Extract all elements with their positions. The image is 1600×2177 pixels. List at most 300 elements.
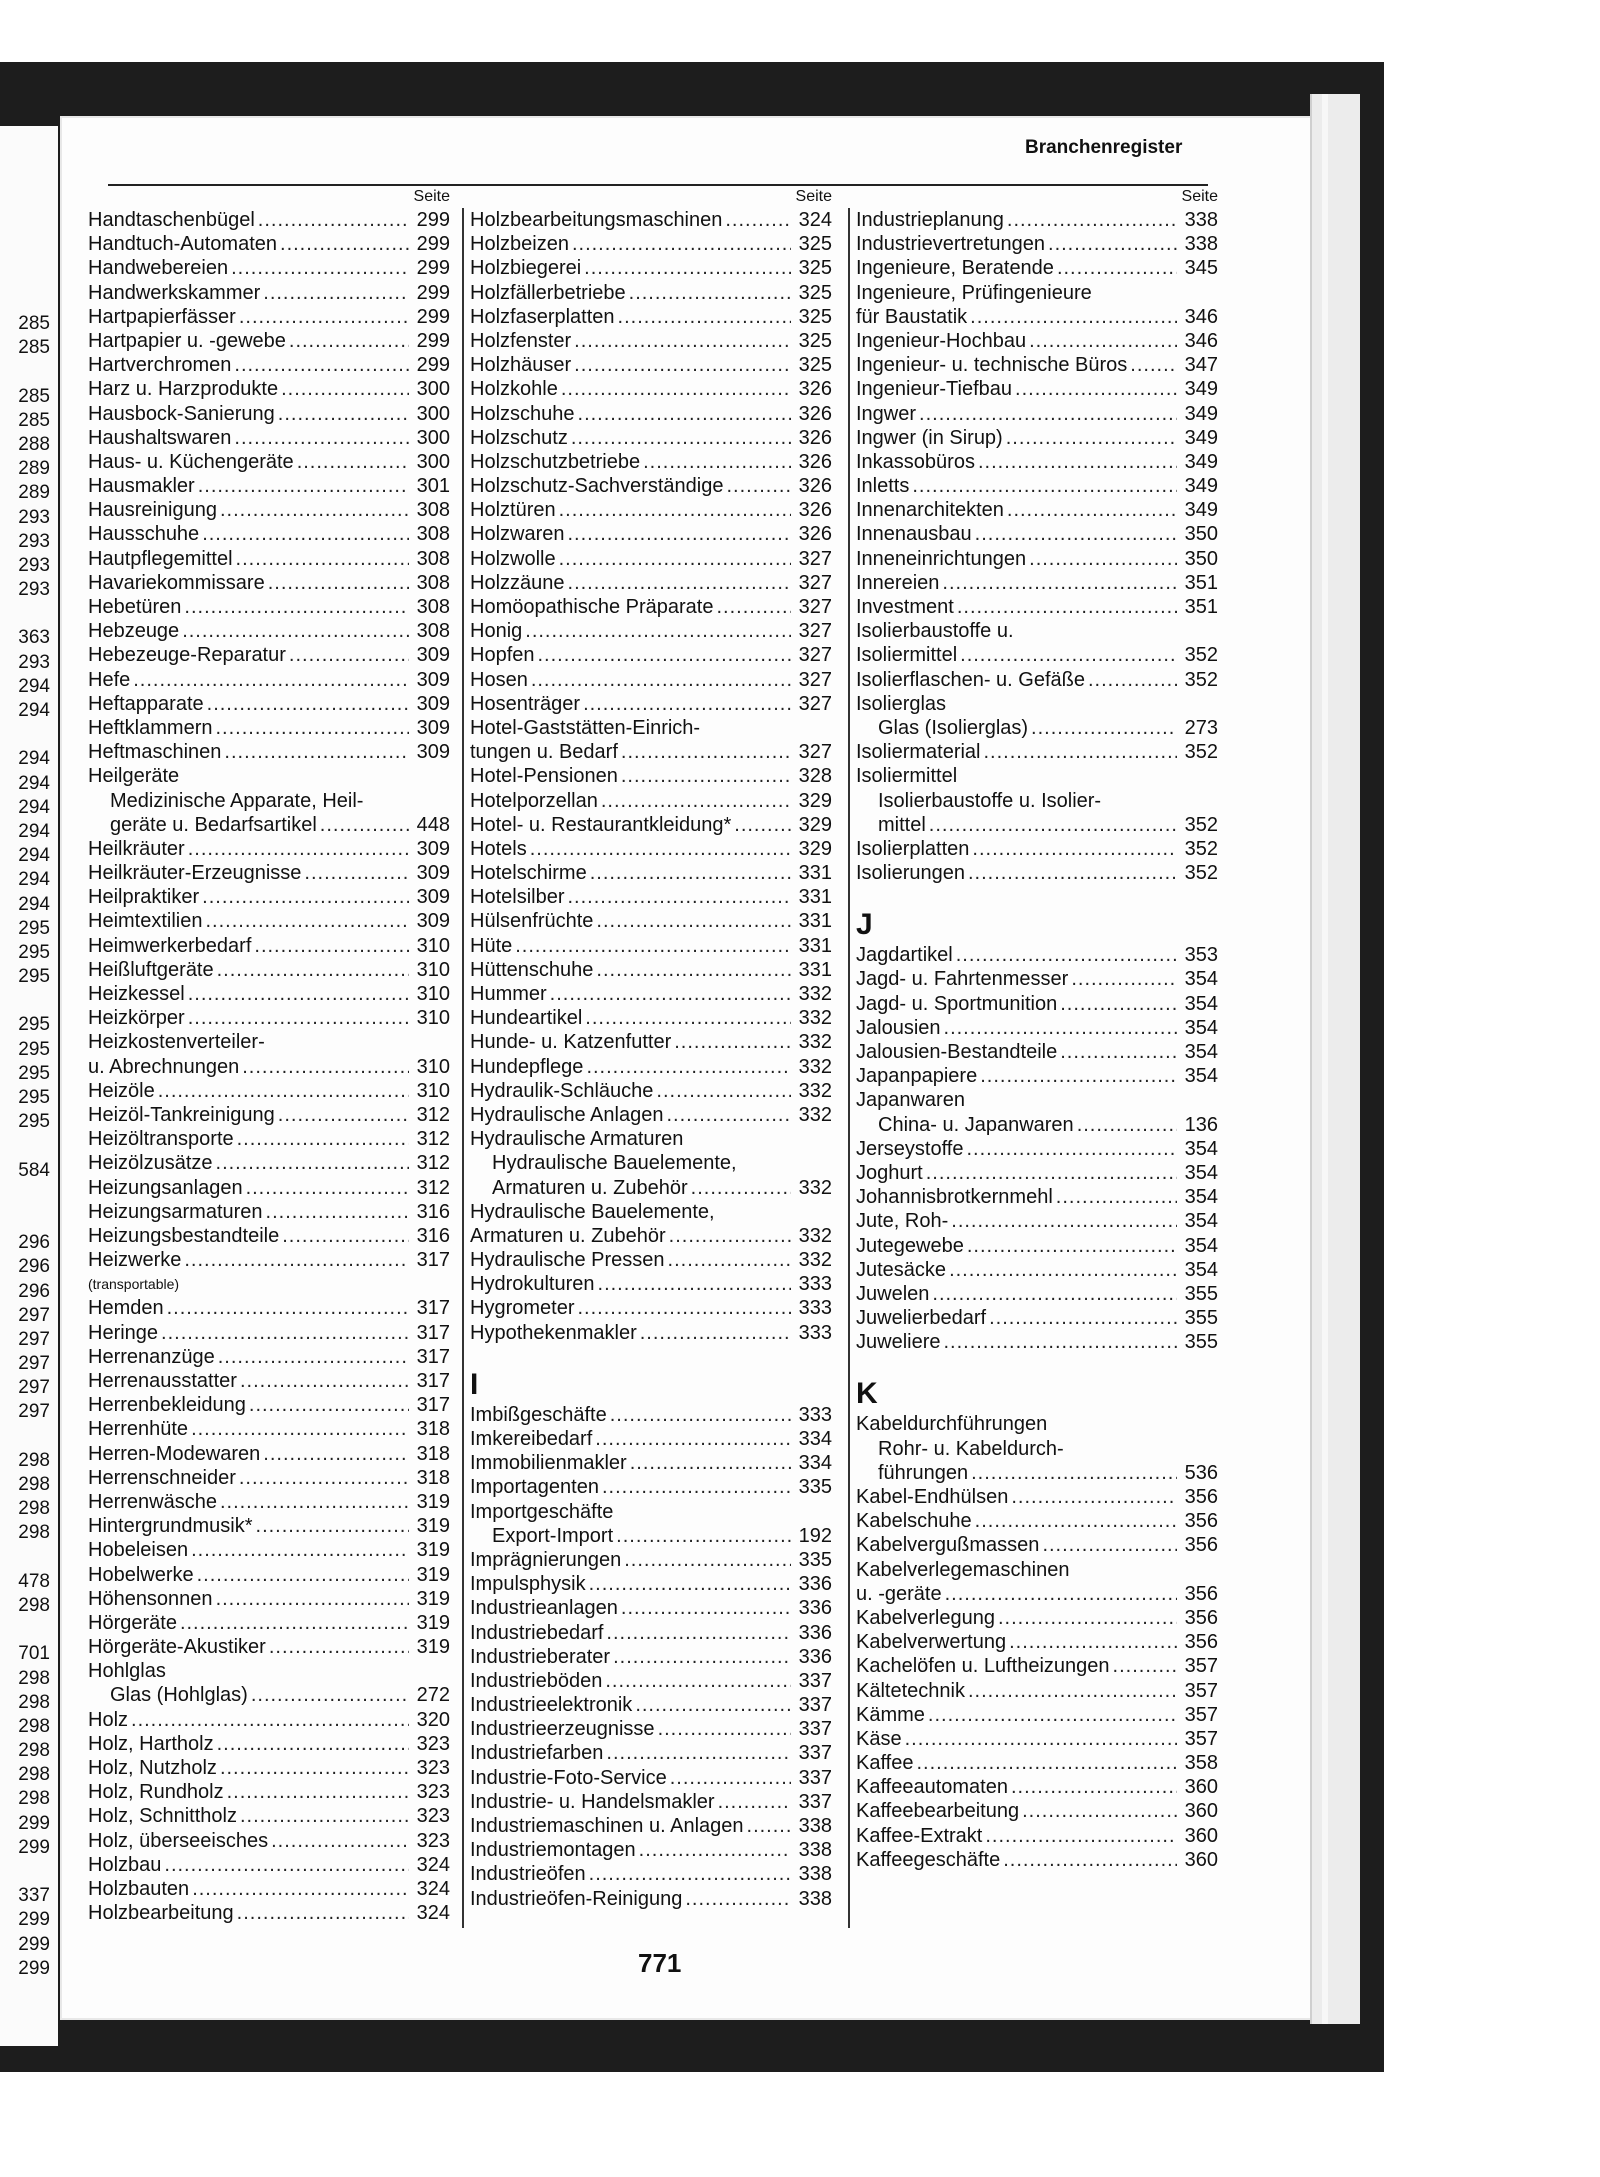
index-entry: [88, 813, 450, 837]
dot-leader: [246, 1176, 409, 1200]
entry-page: 312: [416, 1176, 450, 1199]
entry-page: 324: [416, 1853, 450, 1876]
index-entry: [88, 1393, 450, 1417]
entry-page: 309: [416, 668, 450, 691]
entry-page: 329: [798, 813, 832, 836]
dot-leader: [577, 1296, 791, 1320]
index-entry: [88, 1659, 450, 1683]
left-page-number: 298: [18, 1715, 50, 1737]
entry-term: Investment: [856, 596, 954, 618]
dot-leader: [583, 692, 791, 716]
left-page-number: [0, 1860, 50, 1884]
dot-leader: [747, 1814, 791, 1838]
index-entry: [470, 547, 832, 571]
entry-page: 310: [416, 958, 450, 981]
entry-page: 352: [1184, 741, 1218, 764]
index-entry: [88, 668, 450, 692]
entry-page: 360: [1184, 1824, 1218, 1847]
entry-term: Hundeartikel: [470, 1007, 583, 1030]
left-page-number: 288: [18, 433, 50, 455]
entry-term: Hebetüren: [88, 596, 182, 618]
entry-term: Hygrometer: [470, 1297, 575, 1320]
index-entry: [856, 1306, 1218, 1330]
index-entry: [856, 1630, 1218, 1654]
index-entry: [856, 426, 1218, 450]
dot-leader: [1060, 992, 1177, 1016]
index-entry: [856, 450, 1218, 474]
left-page-number: 297: [18, 1304, 50, 1326]
left-page-number: 363: [18, 627, 50, 649]
index-entry: [88, 329, 450, 353]
dot-leader: [691, 1176, 791, 1200]
dot-leader: [158, 1079, 409, 1103]
index-entry: [470, 1006, 832, 1030]
index-entry: [470, 909, 832, 933]
index-entry: [88, 595, 450, 619]
entry-term: Holzbeizen: [470, 233, 569, 256]
left-page-number: 285: [18, 313, 50, 334]
entry-term: Ingenieure, Beratende: [856, 257, 1054, 280]
dot-leader: [912, 474, 1177, 498]
entry-page: 327: [798, 741, 832, 764]
entry-term: Hartpapierfässer: [88, 305, 236, 328]
entry-term: Hotel-Pensionen: [470, 765, 618, 788]
entry-term: Hartverchromen: [88, 354, 232, 377]
index-entry: [88, 474, 450, 498]
entry-page: 319: [416, 1515, 450, 1538]
index-entry: [88, 522, 450, 546]
entry-page: 337: [798, 1790, 832, 1813]
index-entry: [470, 1475, 832, 1499]
dot-leader: [538, 643, 792, 667]
entry-page: 346: [1184, 329, 1218, 352]
index-entry: [88, 740, 450, 764]
entry-page: 329: [798, 837, 832, 860]
dot-leader: [725, 208, 791, 232]
dot-leader: [251, 1683, 409, 1707]
entry-page: 319: [416, 1539, 450, 1562]
entry-page: 301: [416, 475, 450, 498]
entry-page: 354: [1184, 1258, 1218, 1281]
index-entry: [470, 813, 832, 837]
index-entry: [88, 1877, 450, 1901]
left-page-number: 295: [18, 1062, 50, 1084]
entry-term: Kältetechnik: [856, 1679, 965, 1702]
dot-leader: [188, 982, 409, 1006]
dot-leader: [297, 450, 409, 474]
entry-page: 317: [416, 1345, 450, 1368]
entry-page: 356: [1184, 1582, 1218, 1605]
index-entry: [856, 232, 1218, 256]
entry-term: Kabelverlegung: [856, 1606, 995, 1629]
entry-page: 324: [416, 1877, 450, 1900]
left-page-number: 294: [18, 820, 50, 842]
entry-term: Kaffeeautomaten: [856, 1776, 1008, 1799]
dot-leader: [567, 885, 791, 909]
index-entry: [856, 474, 1218, 498]
index-entry: [470, 934, 832, 958]
index-entry: [88, 1151, 450, 1175]
dot-leader: [202, 885, 409, 909]
entry-term: Homöopathische Präparate: [470, 596, 714, 618]
entry-page: 308: [416, 571, 450, 594]
dot-leader: [1006, 426, 1177, 450]
entry-term: Inletts: [856, 475, 910, 498]
dot-leader: [559, 498, 791, 522]
left-page-number: [0, 1134, 50, 1158]
entry-page: 338: [1184, 209, 1218, 231]
index-entry: [88, 885, 450, 909]
index-entry: [470, 595, 832, 619]
dot-leader: [263, 281, 409, 305]
entry-term: Heizungsarmaturen: [88, 1200, 263, 1223]
entry-term: Hydraulische Armaturen: [470, 1128, 684, 1151]
left-page-number: 298: [18, 1449, 50, 1471]
dot-leader: [304, 861, 409, 885]
index-entry: [856, 353, 1218, 377]
entry-page: 324: [798, 209, 832, 231]
index-entry: [856, 1533, 1218, 1557]
entry-term: Kaffeegeschäfte: [856, 1848, 1001, 1871]
dot-leader: [180, 1611, 409, 1635]
entry-page: 355: [1184, 1307, 1218, 1330]
entry-term: Kabelverlegemaschinen: [856, 1558, 1070, 1581]
entry-term: Hausreinigung: [88, 499, 217, 522]
dot-leader: [289, 329, 409, 353]
entry-page: 333: [798, 1297, 832, 1320]
index-entry: [88, 716, 450, 740]
entry-page: 312: [416, 1103, 450, 1126]
entry-term: Holzwaren: [470, 523, 565, 546]
dot-leader: [320, 813, 409, 837]
dot-leader: [596, 909, 791, 933]
left-page-number: 285: [18, 385, 50, 407]
dot-leader: [220, 498, 409, 522]
index-entry: [88, 1296, 450, 1320]
entry-term: Hohlglas: [88, 1660, 166, 1683]
index-entry: [470, 1151, 832, 1175]
dot-leader: [616, 1524, 791, 1548]
entry-page: 323: [416, 1757, 450, 1779]
index-entry: [856, 1040, 1218, 1064]
index-entry: [856, 1354, 1218, 1376]
index-entry: [856, 837, 1218, 861]
entry-term: Heftklammern: [88, 716, 213, 739]
entry-page: 325: [798, 281, 832, 304]
dot-leader: [685, 1887, 791, 1911]
index-entry: [856, 1582, 1218, 1606]
index-entry: [88, 1176, 450, 1200]
dot-leader: [589, 1862, 791, 1886]
entry-page: 354: [1184, 1210, 1218, 1233]
entry-page: 192: [798, 1524, 832, 1547]
entry-term: Kaffee-Extrakt: [856, 1824, 983, 1847]
entry-term: Hörgeräte: [88, 1611, 177, 1634]
dot-leader: [656, 1079, 791, 1103]
entry-page: 327: [798, 571, 832, 594]
entry-term: Herrenschneider: [88, 1466, 236, 1489]
dot-leader: [1011, 1485, 1177, 1509]
dot-leader: [635, 1693, 791, 1717]
index-entry: [88, 1538, 450, 1562]
index-entry: [856, 1088, 1218, 1112]
dot-leader: [606, 1621, 791, 1645]
dot-leader: [980, 1064, 1177, 1088]
index-entry: [88, 1853, 450, 1877]
entry-page: 331: [798, 886, 832, 909]
dot-leader: [217, 958, 409, 982]
entry-term: Heizölzusätze: [88, 1152, 213, 1175]
entry-page: 310: [416, 1007, 450, 1030]
dot-leader: [269, 1635, 409, 1659]
index-entry: [470, 1669, 832, 1693]
entry-page: 337: [798, 1718, 832, 1741]
dot-leader: [956, 943, 1177, 967]
entry-term: Holzkohle: [470, 378, 558, 401]
entry-term: Juwelierbedarf: [856, 1307, 987, 1330]
entry-term: Heißluftgeräte: [88, 958, 214, 981]
dot-leader: [618, 305, 791, 329]
left-page-number: 285: [18, 337, 50, 359]
index-entry: [88, 1006, 450, 1030]
entry-term: Imkereibedarf: [470, 1428, 593, 1450]
dot-leader: [985, 1824, 1177, 1848]
dot-leader: [202, 522, 409, 546]
entry-term: Hosenträger: [470, 692, 581, 715]
entry-term: Herren-Modewaren: [88, 1442, 261, 1465]
entry-term: Imprägnierungen: [470, 1548, 622, 1571]
entry-page: 332: [798, 1055, 832, 1078]
left-page-number: [0, 723, 50, 747]
entry-page: 332: [798, 1249, 832, 1272]
entry-page: 310: [416, 1055, 450, 1078]
index-entry: [88, 909, 450, 933]
entry-term: Hintergrundmusik*: [88, 1515, 253, 1538]
index-entry: [88, 1683, 450, 1707]
left-page-number: 295: [18, 1111, 50, 1133]
entry-page: 448: [416, 813, 450, 836]
dot-leader: [271, 1829, 409, 1853]
dot-leader: [966, 1137, 1177, 1161]
entry-page: 299: [416, 233, 450, 256]
entry-page: 349: [1184, 450, 1218, 473]
dot-leader: [596, 958, 791, 982]
index-entry: [88, 1708, 450, 1732]
dot-leader: [668, 1248, 791, 1272]
index-entry: [856, 1824, 1218, 1848]
entry-term: Imbißgeschäfte: [470, 1403, 607, 1426]
entry-term: J: [856, 908, 873, 942]
index-entry: [470, 1403, 832, 1427]
index-entry: [88, 377, 450, 401]
entry-term: Holz, Rundholz: [88, 1781, 224, 1804]
entry-page: 299: [416, 354, 450, 377]
entry-page: 349: [1184, 378, 1218, 401]
index-entry: [856, 1330, 1218, 1354]
dot-leader: [224, 740, 409, 764]
entry-term: Handwerkskammer: [88, 281, 261, 304]
entry-term: Johannisbrotkernmehl: [856, 1186, 1053, 1209]
entry-page: 356: [1184, 1510, 1218, 1533]
index-entry: [470, 692, 832, 716]
index-entry: [88, 1756, 450, 1780]
entry-page: 332: [798, 1224, 832, 1247]
index-entry: [88, 1369, 450, 1393]
entry-page: 349: [1184, 475, 1218, 498]
entry-page: 300: [416, 450, 450, 473]
dot-leader: [621, 764, 791, 788]
index-entry: [470, 1572, 832, 1596]
index-entry: [470, 1451, 832, 1475]
entry-term: Heilpraktiker: [88, 886, 200, 909]
index-entry: [856, 1848, 1218, 1872]
entry-term: Impulsphysik: [470, 1573, 586, 1596]
entry-page: 333: [798, 1273, 832, 1296]
dot-leader: [960, 643, 1177, 667]
page-stack-edge: [1310, 94, 1360, 2024]
dot-leader: [282, 1224, 409, 1248]
dot-leader: [164, 1853, 409, 1877]
entry-page: 333: [798, 1403, 832, 1426]
entry-term: Glas (Hohlglas): [110, 1684, 248, 1707]
index-entry: [856, 789, 1218, 813]
dot-leader: [932, 1282, 1177, 1306]
dot-leader: [621, 1596, 791, 1620]
entry-page: 273: [1184, 716, 1218, 739]
entry-term: Innenarchitekten: [856, 499, 1004, 522]
index-entry: [88, 353, 450, 377]
dot-leader: [624, 1548, 791, 1572]
entry-term: Industrieplanung: [856, 209, 1004, 231]
left-page-number: 289: [18, 458, 50, 480]
index-entry: [88, 1103, 450, 1127]
dot-leader: [916, 1751, 1177, 1775]
dot-leader: [220, 1490, 409, 1514]
left-page-number: 294: [18, 869, 50, 891]
entry-page: 326: [798, 426, 832, 449]
entry-term: Kachelöfen u. Luftheizungen: [856, 1655, 1110, 1678]
entry-page: 327: [798, 547, 832, 570]
entry-page: 333: [798, 1321, 832, 1344]
index-entry: [856, 1161, 1218, 1185]
dot-leader: [949, 1258, 1177, 1282]
entry-term: Industrie- u. Handelsmakler: [470, 1790, 715, 1813]
dot-leader: [944, 1016, 1177, 1040]
left-page-number: 297: [18, 1353, 50, 1375]
entry-term: Jutegewebe: [856, 1234, 964, 1257]
entry-page: 346: [1184, 305, 1218, 328]
index-entry: [88, 692, 450, 716]
entry-term: Industriemontagen: [470, 1839, 636, 1862]
index-entry: [856, 861, 1218, 885]
entry-page: 324: [416, 1902, 450, 1925]
index-entry: [88, 1466, 450, 1490]
index-entry: [88, 1055, 450, 1079]
index-entry: [856, 1234, 1218, 1258]
left-page-number: 299: [18, 1836, 50, 1858]
dot-leader: [589, 1572, 791, 1596]
entry-term: Hydraulik-Schläuche: [470, 1079, 654, 1102]
left-page-number: 299: [18, 1909, 50, 1931]
left-page-number: 298: [18, 1788, 50, 1810]
entry-term: Hummer: [470, 983, 547, 1005]
index-entry: [470, 1345, 832, 1367]
index-entry: [470, 1200, 832, 1224]
entry-page: 300: [416, 426, 450, 449]
left-page-number: 299: [18, 1812, 50, 1834]
entry-term: Holzzäune: [470, 571, 565, 594]
index-entry: [88, 958, 450, 982]
left-page-number: 296: [18, 1256, 50, 1278]
entry-page: 353: [1184, 944, 1218, 967]
index-entry: [470, 1248, 832, 1272]
dot-leader: [1077, 1113, 1177, 1137]
entry-term: Kaffee: [856, 1752, 914, 1775]
entry-term: Heringe: [88, 1321, 159, 1344]
dot-leader: [928, 1703, 1177, 1727]
entry-term: Innereien: [856, 571, 940, 594]
entry-term: Isolierglas: [856, 692, 947, 715]
header-rule: [108, 184, 1208, 186]
index-entry: [470, 861, 832, 885]
entry-term: Innenausbau: [856, 523, 972, 546]
entry-page: 323: [416, 1781, 450, 1804]
entry-page: 357: [1184, 1655, 1218, 1678]
column-divider: [848, 208, 850, 1928]
entry-page: 312: [416, 1152, 450, 1175]
left-page-number: 294: [18, 845, 50, 867]
dot-leader: [1113, 1654, 1177, 1678]
entry-page: 272: [416, 1684, 450, 1707]
entry-term: Hausbock-Sanierung: [88, 402, 275, 425]
entry-page: 309: [416, 910, 450, 933]
dot-leader: [234, 426, 409, 450]
dot-leader: [561, 377, 791, 401]
entry-term: Holz, Schnittholz: [88, 1805, 237, 1828]
dot-leader: [278, 1103, 409, 1127]
index-entry: [470, 1838, 832, 1862]
entry-term: Hefe: [88, 668, 131, 691]
entry-term: Industriefarben: [470, 1742, 604, 1765]
dot-leader: [1007, 498, 1177, 522]
entry-page: 337: [798, 1766, 832, 1789]
index-entry: [470, 256, 832, 280]
entry-term: Juweliere: [856, 1331, 941, 1354]
entry-page: 352: [1184, 862, 1218, 885]
entry-page: 349: [1184, 426, 1218, 449]
entry-term: Industrieerzeugnisse: [470, 1718, 655, 1741]
index-entry: [470, 1766, 832, 1790]
index-entry: [470, 474, 832, 498]
left-page-number: 294: [18, 700, 50, 721]
index-entry: [470, 1790, 832, 1814]
entry-page: 327: [798, 620, 832, 643]
entry-page: 336: [798, 1573, 832, 1596]
dot-leader: [967, 1234, 1177, 1258]
index-entry: [470, 885, 832, 909]
entry-term: Hebezeuge-Reparatur: [88, 644, 286, 667]
dot-leader: [998, 1606, 1177, 1630]
entry-page: 332: [798, 983, 832, 1005]
entry-page: 327: [798, 668, 832, 691]
entry-page: 317: [416, 1249, 450, 1272]
left-page-number: 293: [18, 579, 50, 601]
dot-leader: [584, 256, 791, 280]
entry-term: Hopfen: [470, 644, 535, 667]
entry-term: Importagenten: [470, 1476, 599, 1499]
entry-term: Isolierbaustoffe u. Isolier-: [878, 789, 1102, 812]
entry-page: 316: [416, 1224, 450, 1247]
